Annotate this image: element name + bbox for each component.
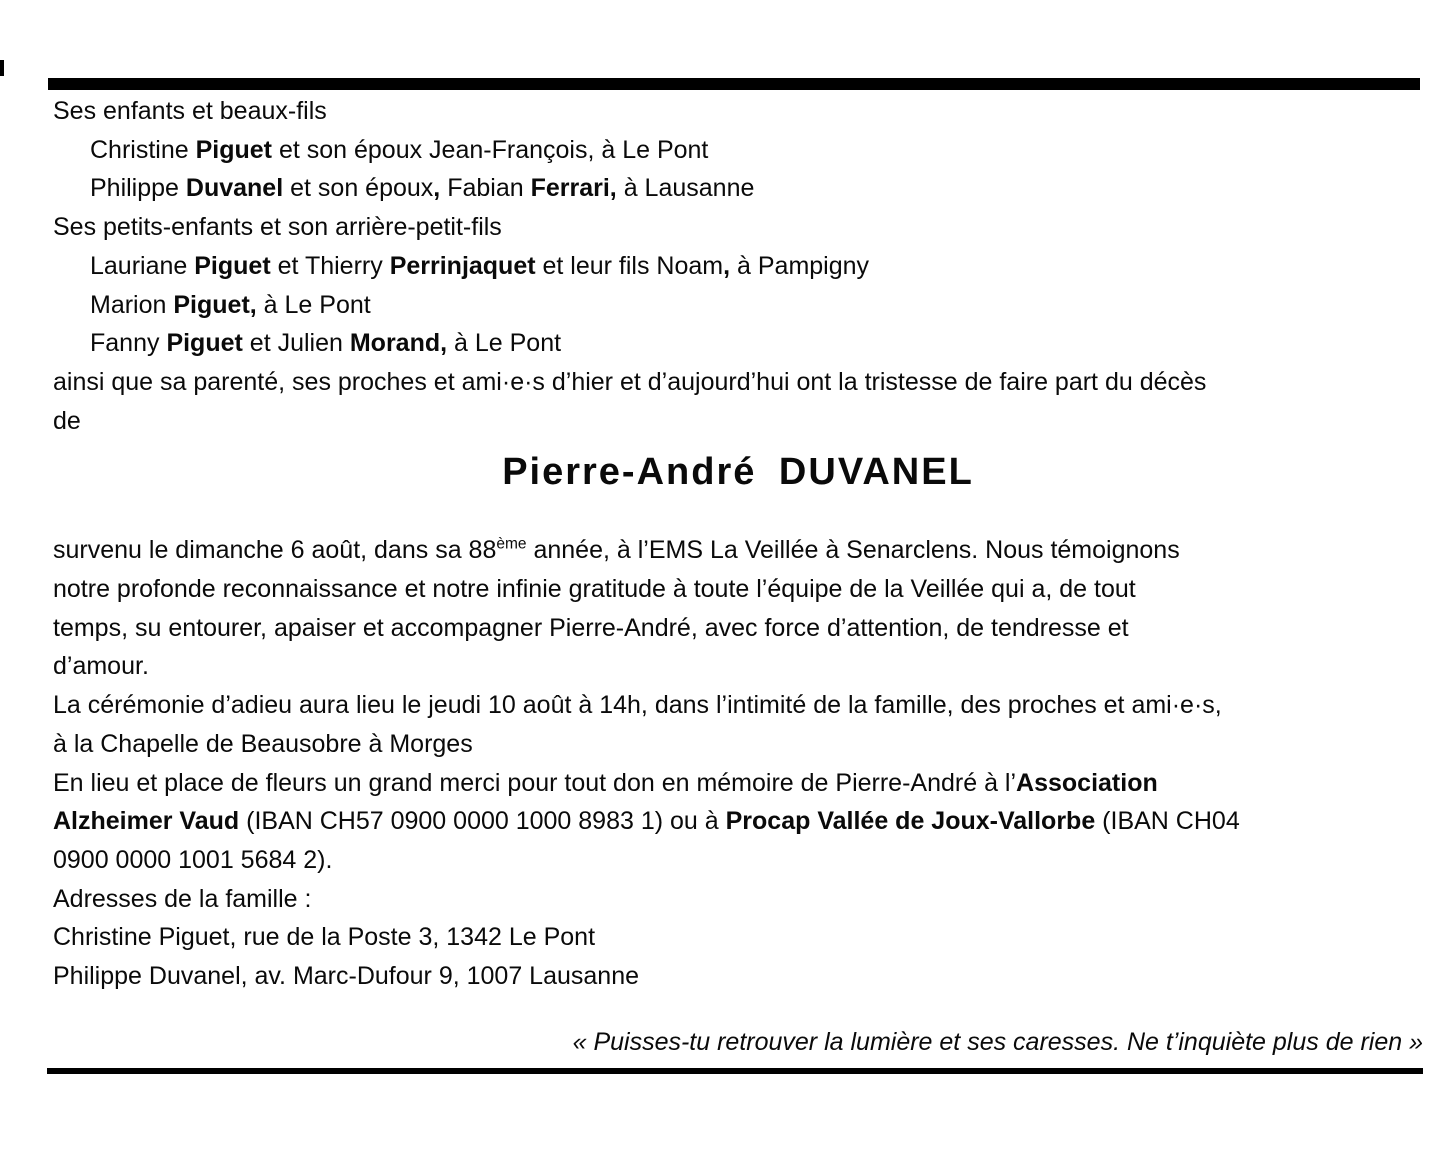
- donation-line-2: Alzheimer Vaud (IBAN CH57 0900 0000 1000 8983 1) ou à Procap Vallée de Joux-Vallorbe (IBAN CH04: [53, 807, 1240, 836]
- ceremony-line-2: à la Chapelle de Beausobre à Morges: [53, 729, 473, 758]
- family-grandchild-line-2: Marion Piguet, à Le Pont: [90, 290, 371, 319]
- tribute-line-2: notre profonde reconnaissance et notre infinie gratitude à toute l’équipe de la Veillée qui a, de tout: [53, 575, 1136, 604]
- family-grandchild-line-1: Lauriane Piguet et Thierry Perrinjaquet et leur fils Noam, à Pampigny: [90, 251, 870, 280]
- scan-artifact: [0, 60, 4, 76]
- ceremony-line-1: La cérémonie d’adieu aura lieu le jeudi 10 août à 14h, dans l’intimité de la famille, des proches et ami·e·s,: [53, 691, 1222, 720]
- donation-line-3: 0900 0000 1001 5684 2).: [53, 845, 333, 874]
- bottom-rule: [47, 1068, 1423, 1074]
- address-line-2: Philippe Duvanel, av. Marc-Dufour 9, 1007 Lausanne: [53, 962, 639, 991]
- family-children-heading: Ses enfants et beaux-fils: [53, 97, 327, 125]
- farewell-quote: « Puisses-tu retrouver la lumière et ses caresses. Ne t’inquiète plus de rien »: [572, 1027, 1423, 1056]
- family-child-line-1: Christine Piguet et son époux Jean-François, à Le Pont: [90, 135, 709, 164]
- tribute-line-1: survenu le dimanche 6 août, dans sa 88ème année, à l’EMS La Veillée à Senarclens. Nous témoignons: [53, 536, 1180, 565]
- address-line-1: Christine Piguet, rue de la Poste 3, 1342 Le Pont: [53, 923, 596, 952]
- deceased-name: Pierre-André DUVANEL: [502, 451, 974, 494]
- tribute-line-3: temps, su entourer, apaiser et accompagner Pierre-André, avec force d’attention, de tendresse et: [53, 613, 1129, 642]
- family-grandchild-line-3: Fanny Piguet et Julien Morand, à Le Pont: [90, 329, 562, 358]
- donation-line-1: En lieu et place de fleurs un grand merci pour tout don en mémoire de Pierre-André à l’Association: [53, 768, 1158, 797]
- announcement-line-1: ainsi que sa parenté, ses proches et ami·e·s d’hier et d’aujourd’hui ont la tristesse de faire part du décès: [53, 367, 1207, 396]
- notice-body: [53, 92, 1423, 1061]
- tribute-line-4: d’amour.: [53, 652, 149, 681]
- family-child-line-2: Philippe Duvanel et son époux, Fabian Ferrari, à Lausanne: [90, 174, 755, 203]
- addresses-heading: Adresses de la famille :: [53, 884, 312, 913]
- top-rule: [48, 78, 1420, 90]
- announcement-line-2: de: [53, 406, 81, 435]
- family-grandchildren-heading: Ses petits-enfants et son arrière-petit-fils: [53, 213, 502, 242]
